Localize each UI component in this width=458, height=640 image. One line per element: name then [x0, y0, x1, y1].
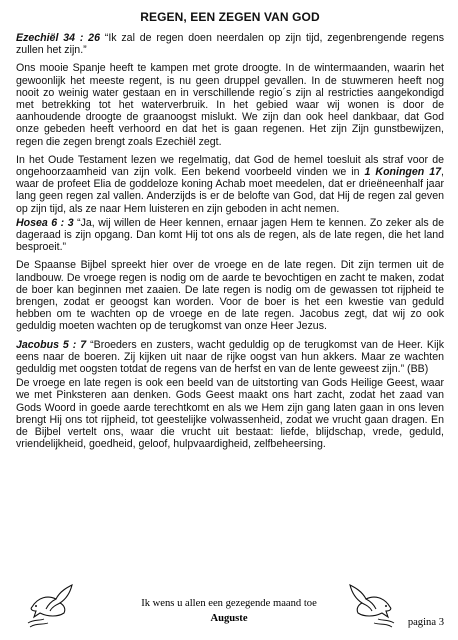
closing-line: Ik wens u allen een gezegende maand toe	[141, 598, 317, 609]
paragraph-holy-spirit: De vroege en late regen is ook een beeld van de uitstorting van Gods Heilige Geest, waar we met Pinksteren aan denken. Gods Geest maakt ons hart zacht, zodat het zaad van Gods Woord in goede aarde terechtkomt en als we Hem zijn gang laten gaan in ons leven brengt Hij ons tot rijpheid, tot geestelijke volwassenheid, zodat we vrucht gaan dragen. En de Bijbel vertelt ons, waar die vrucht uit bestaat: liefde, blijdschap, vrede, geduld, vriendelijkheid, goedheid, geloof, hulpvaardigheid, zelfbeheersing.	[16, 377, 444, 451]
body-text: , waar de profeet Elia de goddeloze koning Achab moet meedelen, dat er drieëneenhalf jaar lang geen regen zal vallen. Anderzijds is er de belofte van God, dat Hij de regen zal geven op zijn tijd, als ze naar Hem luisteren en zijn geboden in acht nemen.	[16, 166, 444, 215]
bible-reference: Ezechiël 34 : 26	[16, 32, 100, 44]
paragraph-old-testament	[16, 154, 444, 215]
bible-reference: Jacobus 5 : 7	[16, 338, 87, 351]
page-number: pagina 3	[407, 617, 444, 628]
bible-reference: Hosea 6 : 3	[16, 216, 74, 229]
quote-text: “Ja, wij willen de Heer kennen, ernaar jagen Hem te kennen. Zo zeker als de dageraad is zijn opgang. Dan komt Hij tot ons als de regen, als de late regen, die het land besproeit.”	[16, 216, 444, 254]
paragraph-jacobus	[16, 339, 444, 376]
bible-reference: 1 Koningen 17	[364, 166, 442, 179]
body-text: In het Oude Testament lezen we regelmatig, dat God de hemel toesluit als straf voor de ongehoorzaamheid van zijn volk. Een bekend voorbeeld vinden we in	[16, 153, 444, 179]
quote-text: “Ik zal de regen doen neerdalen op zijn tijd, zegenbrengende regens zullen het zijn.”	[16, 32, 444, 57]
page-title: REGEN, EEN ZEGEN VAN GOD	[140, 10, 320, 24]
paragraph-hosea	[16, 217, 444, 254]
page-footer	[0, 597, 458, 637]
dove-icon	[346, 583, 396, 629]
quote-text: “Broeders en zusters, wacht geduldig op de terugkomst van de Heer. Kijk eens naar de boeren. Zij kijken uit naar de rijke oogst van hun akkers. Maar ze wachten geduldig met oogsten totdat de regens van de herfst en van de lente geweest zijn.” (BB)	[16, 338, 444, 376]
paragraph-ezechiel	[16, 32, 444, 56]
signature-name: Auguste	[210, 613, 248, 624]
paragraph-spanish-bible: De Spaanse Bijbel spreekt hier over de vroege en de late regen. Dit zijn termen uit de landbouw. De vroege regen is nodig om de aarde te bevochtigen en zacht te maken, zodat de boer kan beginnen met zaaien. De late regen is nodig om de gewassen tot rijpheid te brengen, zodat er geoogst kan worden. Voor de boer is het een kwestie van geduld hebben om te wachten op de vroege en de late regen. Jacobus zegt, dat wij zo ook geduldig moeten wachten op de terugkomst van onze Heer Jezus.	[16, 259, 444, 333]
paragraph-drought: Ons mooie Spanje heeft te kampen met grote droogte. In de wintermaanden, waarin het gewoonlijk het meeste regent, is nu geen druppel gevallen. In de stuwmeren heeft nog nooit zo weinig water gestaan en in verschillende regio´s zijn al restricties aangekondigd met betrekking tot het waterverbruik. In het gebied waar wij wonen is door de aanhoudende droogte de graanoogst mislukt. We zijn dan ook heel dankbaar, dat God onze gebeden heeft verhoord en dat het is gaan regenen. Het zijn Zijn gunstbewijzen, regen die zegen brengt zoals Ezechiël zegt.	[16, 62, 444, 148]
